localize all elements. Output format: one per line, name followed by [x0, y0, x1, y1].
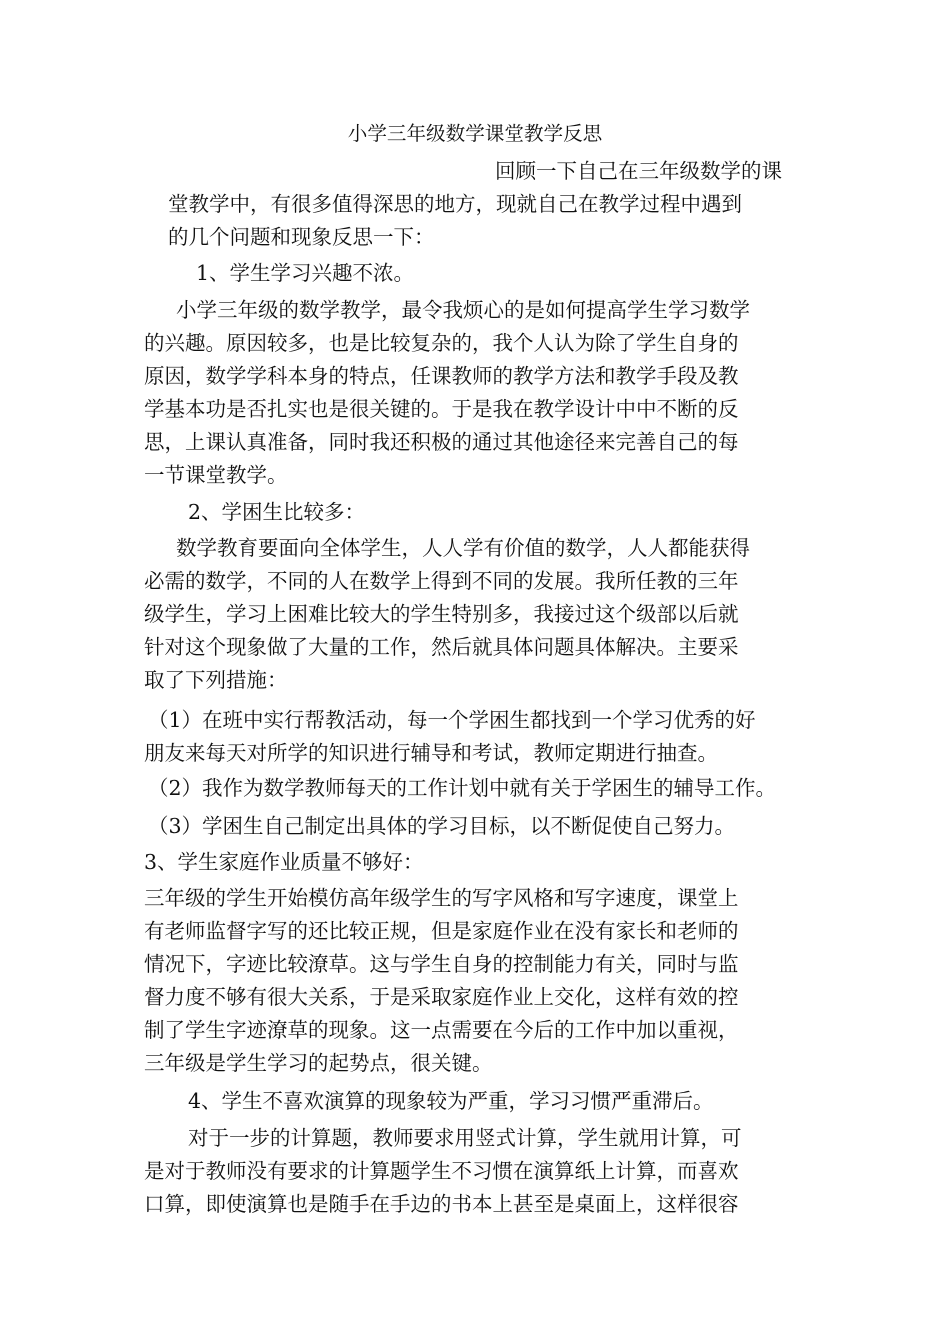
text-line: 的几个问题和现象反思一下：: [168, 225, 435, 249]
text-line: 对于一步的计算题，教师要求用竖式计算，学生就用计算，可: [188, 1126, 742, 1150]
text-line: 制了学生字迹潦草的现象。这一点需要在今后的工作中加以重视，: [144, 1018, 739, 1042]
text-line: 数学教育要面向全体学生，人人学有价值的数学，人人都能获得: [176, 536, 750, 560]
text-line: 有老师监督字写的还比较正规，但是家庭作业在没有家长和老师的: [144, 919, 739, 943]
text-line: 小学三年级的数学教学，最令我烦心的是如何提高学生学习数学: [176, 298, 750, 322]
section-heading: 4、学生不喜欢演算的现象较为严重，学习习惯严重滞后。: [188, 1089, 714, 1113]
list-item: （2）我作为数学教师每天的工作计划中就有关于学困生的辅导工作。: [148, 776, 777, 800]
text-line: 级学生，学习上困难比较大的学生特别多，我接过这个级部以后就: [144, 602, 739, 626]
text-line: 三年级的学生开始模仿高年级学生的写字风格和写字速度，课堂上: [144, 886, 739, 910]
text-line: 一节课堂教学。: [144, 463, 288, 487]
text-line: 督力度不够有很大关系，于是采取家庭作业上交化，这样有效的控: [144, 985, 739, 1009]
text-line: 思，上课认真准备，同时我还积极的通过其他途径来完善自己的每: [144, 430, 739, 454]
text-line: 学基本功是否扎实也是很关键的。于是我在教学设计中中不断的反: [144, 397, 739, 421]
text-line: 口算，即使演算也是随手在手边的书本上甚至是桌面上，这样很容: [144, 1192, 739, 1216]
text-line: 情况下，字迹比较潦草。这与学生自身的控制能力有关，同时与监: [144, 952, 739, 976]
section-heading: 1、学生学习兴趣不浓。: [196, 261, 415, 285]
document-title: 小学三年级数学课堂教学反思: [347, 122, 603, 145]
text-line: 三年级是学生学习的起势点，很关键。: [144, 1051, 493, 1075]
text-line: 朋友来每天对所学的知识进行辅导和考试，教师定期进行抽查。: [144, 741, 718, 765]
list-item: （3）学困生自己制定出具体的学习目标，以不断促使自己努力。: [148, 814, 736, 838]
text-line: 针对这个现象做了大量的工作，然后就具体问题具体解决。主要采: [144, 635, 739, 659]
text-line: 取了下列措施：: [144, 668, 288, 692]
text-line: 原因，数学学科本身的特点，任课教师的教学方法和教学手段及教: [144, 364, 739, 388]
text-line: 必需的数学，不同的人在数学上得到不同的发展。我所任教的三年: [144, 569, 739, 593]
section-heading: 2、学困生比较多：: [188, 500, 366, 524]
text-line: 回顾一下自己在三年级数学的课: [495, 159, 782, 183]
list-item: （1）在班中实行帮教活动，每一个学困生都找到一个学习优秀的好: [148, 708, 756, 732]
section-heading: 3、学生家庭作业质量不够好：: [144, 850, 424, 874]
text-line: 的兴趣。原因较多，也是比较复杂的，我个人认为除了学生自身的: [144, 331, 739, 355]
text-line: 堂教学中，有很多值得深思的地方，现就自己在教学过程中遇到: [168, 192, 742, 216]
text-line: 是对于教师没有要求的计算题学生不习惯在演算纸上计算，而喜欢: [144, 1159, 739, 1183]
